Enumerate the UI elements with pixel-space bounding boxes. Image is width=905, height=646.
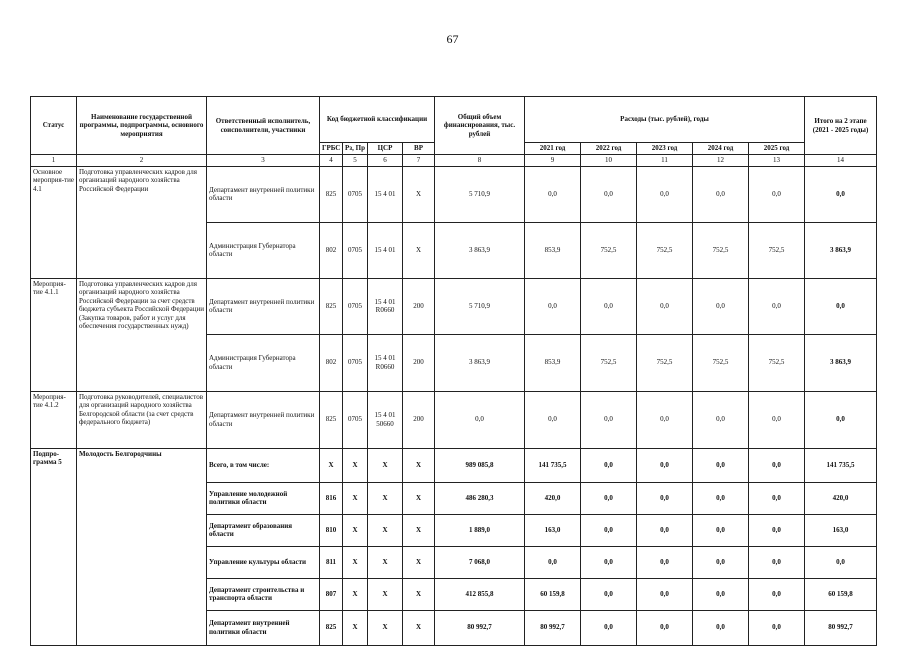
header-stage-total: Итого на 2 этапе (2021 - 2025 годы)	[805, 97, 877, 155]
y2025-cell: 0,0	[749, 610, 805, 645]
y2024-cell: 0,0	[693, 514, 749, 546]
grbs-cell: 811	[320, 546, 343, 578]
vr-cell: Х	[403, 448, 435, 482]
y2023-cell: 0,0	[637, 546, 693, 578]
grbs-cell: 802	[320, 334, 343, 391]
rzpr-cell: Х	[343, 448, 368, 482]
column-number-row	[31, 155, 877, 167]
table-body	[31, 166, 877, 645]
y2021-cell: 853,9	[525, 334, 581, 391]
y2025-cell: 0,0	[749, 448, 805, 482]
total-cell: 7 068,0	[435, 546, 525, 578]
header-budget-code: Код бюджетной классификации	[320, 97, 435, 143]
header-row-1	[31, 97, 877, 143]
total-cell: 80 992,7	[435, 610, 525, 645]
col-number: 6	[368, 155, 403, 167]
stage-cell: 0,0	[805, 391, 877, 448]
rzpr-cell: 0705	[343, 391, 368, 448]
header-vr: ВР	[403, 143, 435, 155]
stage-cell: 3 863,9	[805, 334, 877, 391]
y2025-cell: 0,0	[749, 578, 805, 610]
y2021-cell: 163,0	[525, 514, 581, 546]
col-number: 11	[637, 155, 693, 167]
y2022-cell: 0,0	[581, 391, 637, 448]
y2025-cell: 0,0	[749, 514, 805, 546]
y2024-cell: 0,0	[693, 482, 749, 514]
csr-cell: 15 4 01 50660	[368, 391, 403, 448]
grbs-cell: 807	[320, 578, 343, 610]
rzpr-cell: Х	[343, 578, 368, 610]
csr-cell: Х	[368, 578, 403, 610]
y2025-cell: 0,0	[749, 166, 805, 222]
col-number: 3	[207, 155, 320, 167]
rzpr-cell: 0705	[343, 334, 368, 391]
rzpr-cell: 0705	[343, 278, 368, 334]
rzpr-cell: Х	[343, 546, 368, 578]
vr-cell: Х	[403, 166, 435, 222]
executor-cell: Всего, в том числе:	[207, 448, 320, 482]
name-cell: Молодость Белгородчины	[77, 448, 207, 645]
stage-cell: 141 735,5	[805, 448, 877, 482]
y2021-cell: 420,0	[525, 482, 581, 514]
y2021-cell: 0,0	[525, 166, 581, 222]
header-name: Наименование государственной программы, подпрограммы, основного мероприятия	[77, 97, 207, 155]
vr-cell: Х	[403, 222, 435, 278]
header-year-2023: 2023 год	[637, 143, 693, 155]
total-cell: 5 710,9	[435, 278, 525, 334]
stage-cell: 3 863,9	[805, 222, 877, 278]
executor-cell: Департамент внутренней политики области	[207, 166, 320, 222]
status-cell: Основное мероприя-тие 4.1	[31, 166, 77, 278]
csr-cell: Х	[368, 514, 403, 546]
y2025-cell: 752,5	[749, 334, 805, 391]
page-number: 67	[446, 32, 459, 46]
table-row	[31, 278, 877, 334]
vr-cell: Х	[403, 546, 435, 578]
csr-cell: 15 4 01	[368, 166, 403, 222]
name-cell: Подготовка управленческих кадров для организаций народного хозяйства Российской Федерации	[77, 166, 207, 278]
csr-cell: Х	[368, 482, 403, 514]
csr-cell: 15 4 01	[368, 222, 403, 278]
rzpr-cell: 0705	[343, 222, 368, 278]
grbs-cell: Х	[320, 448, 343, 482]
y2024-cell: 0,0	[693, 546, 749, 578]
executor-cell: Департамент внутренней политики области	[207, 610, 320, 645]
stage-cell: 0,0	[805, 278, 877, 334]
vr-cell: Х	[403, 610, 435, 645]
y2025-cell: 0,0	[749, 391, 805, 448]
col-number: 2	[77, 155, 207, 167]
total-cell: 486 280,3	[435, 482, 525, 514]
status-cell: Подпро-грамма 5	[31, 448, 77, 645]
csr-cell: Х	[368, 546, 403, 578]
stage-cell: 0,0	[805, 166, 877, 222]
table-row	[31, 448, 877, 482]
y2023-cell: 0,0	[637, 166, 693, 222]
col-number: 4	[320, 155, 343, 167]
header-total: Общий объем финансирования, тыс. рублей	[435, 97, 525, 155]
stage-cell: 60 159,8	[805, 578, 877, 610]
y2024-cell: 0,0	[693, 578, 749, 610]
col-number: 9	[525, 155, 581, 167]
budget-table	[30, 96, 877, 646]
total-cell: 3 863,9	[435, 334, 525, 391]
header-year-2021: 2021 год	[525, 143, 581, 155]
csr-cell: 15 4 01 R0660	[368, 334, 403, 391]
col-number: 13	[749, 155, 805, 167]
name-cell: Подготовка руководителей, специалистов для организаций народного хозяйства Белгородской области (за счет средств федерального бюджета)	[77, 391, 207, 448]
vr-cell: Х	[403, 482, 435, 514]
csr-cell: 15 4 01 R0660	[368, 278, 403, 334]
rzpr-cell: 0705	[343, 166, 368, 222]
y2022-cell: 0,0	[581, 578, 637, 610]
y2024-cell: 0,0	[693, 448, 749, 482]
executor-cell: Администрация Губернатора области	[207, 222, 320, 278]
stage-cell: 420,0	[805, 482, 877, 514]
col-number: 8	[435, 155, 525, 167]
y2022-cell: 0,0	[581, 610, 637, 645]
total-cell: 412 855,8	[435, 578, 525, 610]
grbs-cell: 816	[320, 482, 343, 514]
y2022-cell: 0,0	[581, 546, 637, 578]
y2025-cell: 0,0	[749, 278, 805, 334]
y2023-cell: 752,5	[637, 222, 693, 278]
grbs-cell: 825	[320, 166, 343, 222]
total-cell: 0,0	[435, 391, 525, 448]
y2023-cell: 0,0	[637, 448, 693, 482]
vr-cell: 200	[403, 334, 435, 391]
y2024-cell: 0,0	[693, 278, 749, 334]
y2021-cell: 853,9	[525, 222, 581, 278]
y2024-cell: 752,5	[693, 222, 749, 278]
executor-cell: Департамент строительства и транспорта области	[207, 578, 320, 610]
stage-cell: 163,0	[805, 514, 877, 546]
y2022-cell: 0,0	[581, 514, 637, 546]
col-number: 14	[805, 155, 877, 167]
rzpr-cell: Х	[343, 514, 368, 546]
header-grbs: ГРБС	[320, 143, 343, 155]
csr-cell: Х	[368, 610, 403, 645]
y2022-cell: 752,5	[581, 222, 637, 278]
y2023-cell: 0,0	[637, 514, 693, 546]
executor-cell: Департамент внутренней политики области	[207, 391, 320, 448]
y2021-cell: 0,0	[525, 391, 581, 448]
total-cell: 3 863,9	[435, 222, 525, 278]
y2022-cell: 0,0	[581, 448, 637, 482]
header-rzpr: Рз, Пр	[343, 143, 368, 155]
rzpr-cell: Х	[343, 482, 368, 514]
y2023-cell: 0,0	[637, 391, 693, 448]
total-cell: 1 889,0	[435, 514, 525, 546]
executor-cell: Управление молодежной политики области	[207, 482, 320, 514]
y2024-cell: 752,5	[693, 334, 749, 391]
vr-cell: 200	[403, 278, 435, 334]
y2025-cell: 0,0	[749, 546, 805, 578]
vr-cell: 200	[403, 391, 435, 448]
grbs-cell: 825	[320, 391, 343, 448]
col-number: 5	[343, 155, 368, 167]
y2021-cell: 141 735,5	[525, 448, 581, 482]
grbs-cell: 825	[320, 610, 343, 645]
executor-cell: Департамент образования области	[207, 514, 320, 546]
grbs-cell: 810	[320, 514, 343, 546]
stage-cell: 80 992,7	[805, 610, 877, 645]
y2021-cell: 0,0	[525, 546, 581, 578]
col-number: 1	[31, 155, 77, 167]
name-cell: Подготовка управленческих кадров для организаций народного хозяйства Российской Федерации за счет средств бюджета субъекта Российской Федерации (Закупка товаров, работ и услуг для обеспечения государственных нужд)	[77, 278, 207, 391]
executor-cell: Департамент внутренней политики области	[207, 278, 320, 334]
status-cell: Мероприя-тие 4.1.1	[31, 278, 77, 391]
y2025-cell: 752,5	[749, 222, 805, 278]
header-year-2025: 2025 год	[749, 143, 805, 155]
status-cell: Мероприя-тие 4.1.2	[31, 391, 77, 448]
y2022-cell: 752,5	[581, 334, 637, 391]
y2023-cell: 752,5	[637, 334, 693, 391]
executor-cell: Управление культуры области	[207, 546, 320, 578]
table-row	[31, 166, 877, 222]
col-number: 12	[693, 155, 749, 167]
y2025-cell: 0,0	[749, 482, 805, 514]
header-year-2024: 2024 год	[693, 143, 749, 155]
csr-cell: Х	[368, 448, 403, 482]
header-status: Статус	[31, 97, 77, 155]
y2023-cell: 0,0	[637, 482, 693, 514]
col-number: 7	[403, 155, 435, 167]
executor-cell: Администрация Губернатора области	[207, 334, 320, 391]
y2024-cell: 0,0	[693, 610, 749, 645]
stage-cell: 0,0	[805, 546, 877, 578]
col-number: 10	[581, 155, 637, 167]
vr-cell: Х	[403, 514, 435, 546]
vr-cell: Х	[403, 578, 435, 610]
y2021-cell: 60 159,8	[525, 578, 581, 610]
total-cell: 5 710,9	[435, 166, 525, 222]
y2021-cell: 0,0	[525, 278, 581, 334]
y2023-cell: 0,0	[637, 278, 693, 334]
table-row	[31, 391, 877, 448]
y2021-cell: 80 992,7	[525, 610, 581, 645]
header-year-2022: 2022 год	[581, 143, 637, 155]
y2022-cell: 0,0	[581, 278, 637, 334]
header-executor: Ответственный исполнитель, соисполнители, участники	[207, 97, 320, 155]
y2023-cell: 0,0	[637, 578, 693, 610]
header-expenses: Расходы (тыс. рублей), годы	[525, 97, 805, 143]
y2024-cell: 0,0	[693, 166, 749, 222]
y2023-cell: 0,0	[637, 610, 693, 645]
y2022-cell: 0,0	[581, 166, 637, 222]
grbs-cell: 802	[320, 222, 343, 278]
y2022-cell: 0,0	[581, 482, 637, 514]
header-csr: ЦСР	[368, 143, 403, 155]
grbs-cell: 825	[320, 278, 343, 334]
total-cell: 989 085,8	[435, 448, 525, 482]
y2024-cell: 0,0	[693, 391, 749, 448]
rzpr-cell: Х	[343, 610, 368, 645]
